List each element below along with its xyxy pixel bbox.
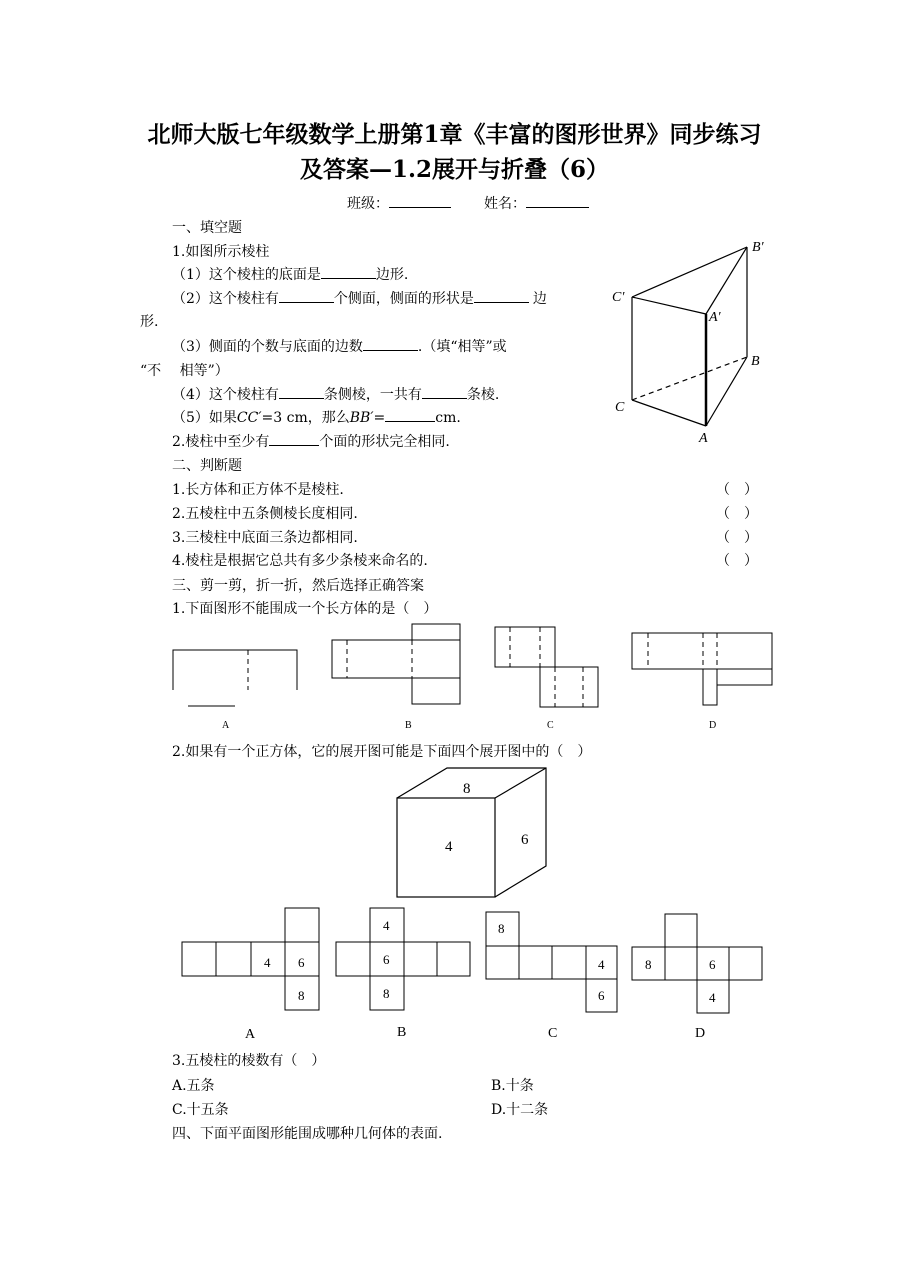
label-A: A [699, 431, 708, 446]
cuboid-nets-figure [0, 615, 909, 735]
label-A1: A′ [709, 310, 721, 325]
answer-paren[interactable]: （ ） [716, 482, 758, 498]
s1-q1-2b: 个侧面，侧面的形状是 [333, 291, 474, 307]
class-field [347, 193, 451, 213]
s1-q1-5e: = [373, 410, 386, 426]
cube-front-value: 4 [445, 839, 453, 855]
answer-paren[interactable]: （ ） [716, 506, 758, 522]
s1-q1-3b: .（填“相等”或 [417, 339, 507, 355]
blank[interactable] [321, 277, 376, 279]
blank[interactable] [279, 397, 324, 399]
s1-q1-4a: （4）这个棱柱有 [172, 387, 279, 403]
cube-net-D [632, 914, 762, 1013]
s1-q2a: 2.棱柱中至少有 [172, 434, 270, 450]
label-B1: B′ [752, 240, 764, 255]
net-label: B [397, 1025, 407, 1040]
cube-figure [390, 765, 560, 905]
s1-q2b: 个面的形状完全相同. [319, 434, 450, 450]
cell-value: 4 [383, 918, 390, 933]
s1-q1-3c: “不 相等”） [140, 363, 229, 379]
cell-value: 4 [709, 990, 716, 1005]
answer-paren[interactable]: （ ） [716, 530, 758, 546]
cell-value: 4 [264, 955, 271, 970]
cell-value: 8 [645, 957, 652, 972]
s1-q1-5 [172, 407, 461, 427]
s3-q1: 1.下面图形不能围成一个长方体的是（ ） [172, 601, 438, 617]
cube-top-value: 8 [463, 781, 471, 797]
section2-heading: 二、判断题 [172, 458, 242, 474]
net-label: D [695, 1026, 706, 1041]
cell-value: 6 [298, 955, 305, 970]
label-C1: C′ [612, 290, 625, 305]
cube-net-B [336, 908, 470, 1010]
page-title-line2: 及答案—1.2展开与折叠（6） [299, 156, 610, 183]
net-label: C [547, 720, 554, 731]
blank[interactable] [422, 397, 467, 399]
page-title-line1: 北师大版七年级数学上册第1章《丰富的图形世界》同步练习 [147, 121, 762, 148]
judge-item: 1.长方体和正方体不是棱柱. [172, 482, 344, 498]
net-label: A [245, 1027, 256, 1042]
option-c[interactable]: C.十五条 [172, 1102, 229, 1118]
label-C: C [615, 400, 625, 415]
s1-q1-1a: （1）这个棱柱的底面是 [172, 267, 321, 283]
s1-q1: 1.如图所示棱柱 [172, 244, 270, 260]
net-label: D [709, 720, 717, 731]
option-d[interactable]: D.十二条 [491, 1102, 549, 1118]
name-label: 姓名： [484, 196, 526, 212]
s1-q1-2c: 边 [532, 291, 547, 307]
s1-q1-4b: 条侧棱，一共有 [323, 387, 422, 403]
s1-q1-4 [172, 384, 499, 404]
cube-right-value: 6 [521, 832, 529, 848]
section1-heading: 一、填空题 [172, 220, 242, 236]
triangular-prism-figure [610, 235, 770, 450]
s1-q1-5c: =3 cm，那么 [261, 410, 350, 426]
cell-value: 8 [383, 986, 390, 1001]
s1-q1-5a: （5）如果 [172, 410, 237, 426]
section3-heading: 三、剪一剪，折一折，然后选择正确答案 [172, 578, 424, 594]
option-a[interactable]: A.五条 [172, 1078, 215, 1094]
cell-value: 4 [598, 957, 605, 972]
blank[interactable] [363, 349, 418, 351]
blank[interactable] [474, 301, 529, 303]
cube-nets-figure [0, 905, 909, 1045]
s1-q1-1b: 边形. [375, 267, 409, 283]
name-field [484, 193, 589, 213]
cell-value: 8 [498, 921, 505, 936]
judge-item: 3.三棱柱中底面三条边都相同. [172, 530, 358, 546]
cell-value: 6 [383, 952, 390, 967]
name-blank[interactable] [526, 206, 589, 208]
option-b[interactable]: B.十条 [491, 1078, 534, 1094]
s1-q1-2a: （2）这个棱柱有 [172, 291, 279, 307]
cell-value: 6 [598, 988, 605, 1003]
s1-q1-2d: 形. [140, 314, 159, 330]
answer-paren[interactable]: （ ） [716, 553, 758, 569]
net-label: A [222, 720, 230, 731]
class-label: 班级： [347, 196, 389, 212]
net-B [332, 624, 460, 704]
s3-q3: 3.五棱柱的棱数有（ ） [172, 1053, 326, 1069]
net-label: B [405, 720, 412, 731]
section4-heading: 四、下面平面图形能围成哪种几何体的表面. [172, 1126, 443, 1142]
s1-q1-4c: 条棱. [466, 387, 500, 403]
label-B: B [751, 354, 760, 369]
s1-q1-5f: cm. [435, 410, 461, 426]
cell-value: 6 [709, 957, 716, 972]
s3-q2: 2.如果有一个正方体，它的展开图可能是下面四个展开图中的（ ） [172, 744, 592, 760]
class-blank[interactable] [389, 206, 451, 208]
net-D [632, 633, 772, 705]
s1-q1-2 [172, 288, 547, 308]
net-label: C [548, 1026, 558, 1041]
judge-item: 4.棱柱是根据它总共有多少条棱来命名的. [172, 553, 428, 569]
blank[interactable] [269, 444, 319, 446]
blank[interactable] [279, 301, 334, 303]
judge-item: 2.五棱柱中五条侧棱长度相同. [172, 506, 358, 522]
net-A [173, 650, 297, 706]
blank[interactable] [385, 420, 435, 422]
net-C [495, 627, 598, 707]
cell-value: 8 [298, 988, 305, 1003]
s1-q1-5d: BB′ [349, 410, 374, 426]
s1-q1-5b: CC′ [236, 410, 262, 426]
s1-q2 [172, 431, 450, 451]
s1-q1-1 [172, 264, 408, 284]
s1-q1-3 [172, 336, 507, 356]
s1-q1-3a: （3）侧面的个数与底面的边数 [172, 339, 363, 355]
